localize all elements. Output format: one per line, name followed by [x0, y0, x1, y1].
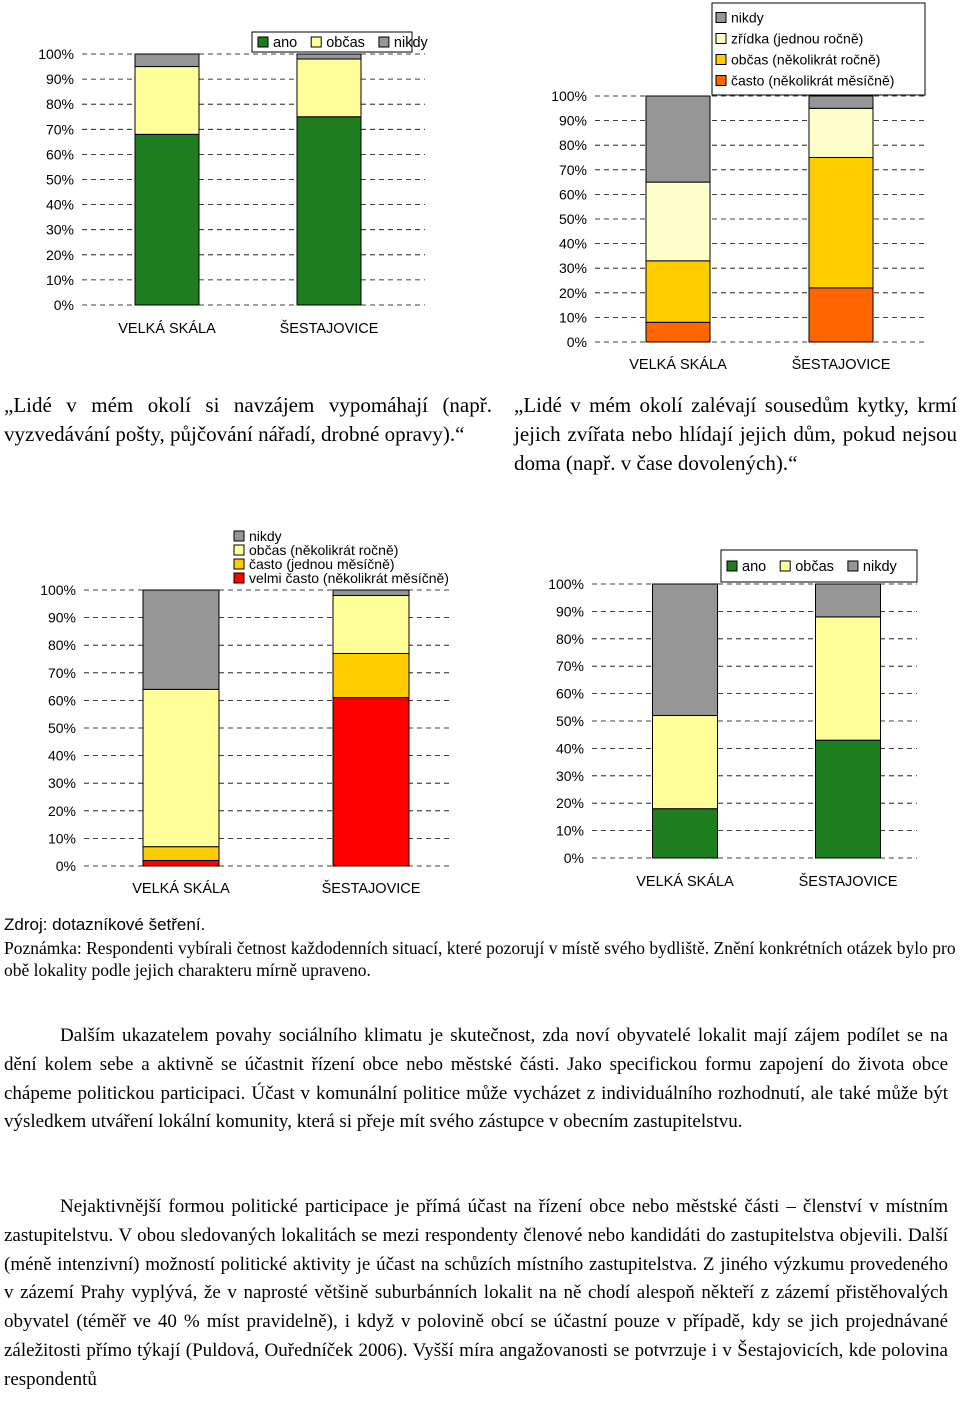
legend-swatch — [234, 559, 244, 569]
x-tick-label: VELKÁ SKÁLA — [132, 881, 230, 897]
legend-label: velmi často (několikrát měsíčně) — [249, 570, 449, 586]
bar-segment-nikdy — [135, 54, 199, 67]
x-tick-label: ŠESTAJOVICE — [321, 881, 421, 897]
legend-swatch — [716, 76, 726, 86]
bar-segment-obcas — [135, 67, 199, 135]
legend-label: ano — [273, 35, 298, 51]
caption-neighbour-care-text: „Lidé v mém okolí zalévají sousedům kytky, krmí jejich zvířata nebo hlídají jejich dům, pokud nejsou doma (např. v čase dovolených).“ — [514, 393, 957, 475]
y-axis — [40, 582, 76, 874]
y-tick-label: 100% — [548, 576, 584, 592]
legend-swatch — [234, 573, 244, 583]
y-tick-label: 0% — [55, 858, 76, 874]
y-tick-label: 30% — [558, 260, 587, 277]
legend-label: zřídka (jednou ročně) — [731, 30, 864, 47]
y-tick-label: 50% — [45, 171, 74, 188]
y-tick-label: 90% — [555, 603, 584, 620]
body-paragraph-1-text: Dalším ukazatelem povahy sociálního klimatu je skutečnost, zda noví obyvatelé lokalit mají zájem podílet se na dění kolem sebe a aktivně se účastnit řízení obce nebo městské části. Jako specifickou formu zapojení do života obce chápeme politickou participaci. Účast v komunální politice může vycházet z individuálního rozhodnutí, ale také může být výsledkem utváření lokální komunity, která si přeje mít svého zástupce v obecním zastupitelstvu. — [4, 1025, 948, 1133]
legend-swatch — [311, 37, 321, 47]
bar-segment-casto-nekolikrat-mesicne — [809, 288, 873, 342]
bar-segment-nikdy — [333, 590, 409, 596]
y-axis — [548, 576, 584, 866]
body-paragraph-1 — [4, 1022, 948, 1137]
legend-swatch — [716, 34, 726, 44]
y-tick-label: 50% — [47, 720, 76, 736]
legend-label: občas (několikrát ročně) — [731, 51, 881, 68]
legend-label: občas — [795, 559, 834, 575]
bar-segment-obcas-nekolikrat-rocne — [333, 596, 409, 654]
legend — [721, 550, 917, 582]
bar-segment-nikdy — [816, 584, 881, 617]
y-tick-label: 100% — [40, 582, 76, 598]
y-tick-label: 80% — [47, 637, 76, 654]
source-note: Zdroj: dotazníkové šetření. — [4, 915, 206, 934]
legend-swatch — [379, 37, 389, 47]
legend-swatch — [727, 561, 737, 571]
y-tick-label: 90% — [45, 71, 74, 88]
caption-neighbour-care — [514, 391, 957, 478]
bar-segment-nikdy — [297, 54, 361, 59]
chart-frequency-situations-svg — [0, 518, 480, 908]
gridlines — [82, 54, 425, 305]
bar-segment-zridka-jednou-rocne — [809, 108, 873, 157]
y-tick-label: 40% — [47, 747, 76, 764]
y-tick-label: 20% — [47, 802, 76, 819]
bar-segment-ano — [135, 134, 199, 305]
y-tick-label: 10% — [555, 822, 584, 839]
y-axis — [38, 46, 74, 313]
y-tick-label: 20% — [558, 284, 587, 301]
bar-segment-casto-nekolikrat-mesicne — [646, 322, 710, 342]
y-tick-label: 70% — [558, 161, 587, 178]
y-tick-label: 60% — [558, 186, 587, 203]
y-tick-label: 0% — [563, 850, 584, 866]
legend-swatch — [848, 561, 858, 571]
y-tick-label: 80% — [555, 630, 584, 647]
x-tick-label: VELKÁ SKÁLA — [118, 321, 216, 337]
y-tick-label: 70% — [45, 121, 74, 138]
y-tick-label: 60% — [555, 685, 584, 702]
chart-frequency-situations — [0, 518, 480, 908]
legend-label: občas (několikrát ročně) — [249, 542, 399, 558]
y-tick-label: 40% — [558, 235, 587, 252]
y-tick-label: 30% — [555, 767, 584, 784]
legend-label: nikdy — [249, 528, 282, 544]
chart-yes-sometimes-never-svg — [480, 530, 960, 900]
legend-label: občas — [326, 35, 365, 51]
legend-label: nikdy — [862, 559, 897, 575]
bar-segment-obcas — [653, 716, 718, 809]
y-tick-label: 100% — [38, 46, 74, 62]
y-tick-label: 80% — [45, 96, 74, 113]
y-tick-label: 40% — [555, 740, 584, 757]
gridlines — [595, 96, 925, 342]
y-tick-label: 50% — [558, 211, 587, 227]
y-tick-label: 20% — [45, 246, 74, 263]
bar-segment-obcas-nekolikrat-rocne — [646, 261, 710, 323]
legend-label: nikdy — [393, 35, 428, 51]
y-tick-label: 0% — [53, 297, 74, 313]
legend-label: často (několikrát měsíčně) — [731, 72, 895, 89]
y-tick-label: 60% — [47, 692, 76, 709]
caption-mutual-help — [4, 391, 492, 449]
y-tick-label: 70% — [555, 658, 584, 675]
remark-note: Poznámka: Respondenti vybírali četnost každodenních situací, které pozorují v místě svého bydliště. Znění konkrétních otázek bylo pro obě lokality podle jejich charakteru mírně upraveno. — [4, 937, 956, 980]
y-tick-label: 30% — [47, 775, 76, 792]
y-tick-label: 60% — [45, 146, 74, 163]
legend-swatch — [780, 561, 790, 571]
x-tick-label: VELKÁ SKÁLA — [629, 357, 727, 373]
bar-segment-nikdy — [653, 584, 718, 716]
figure-notes — [4, 914, 956, 982]
y-tick-label: 50% — [555, 713, 584, 729]
legend-swatch — [716, 13, 726, 23]
chart-neighbour-care — [480, 0, 960, 380]
chart-mutual-help-svg — [0, 0, 480, 345]
y-tick-label: 70% — [47, 664, 76, 681]
bar-segment-obcas-nekolikrat-rocne — [809, 158, 873, 288]
y-tick-label: 10% — [45, 271, 74, 288]
legend-label: ano — [742, 559, 767, 575]
y-tick-label: 90% — [47, 609, 76, 626]
bar-segment-ano — [653, 809, 718, 858]
bar-segment-casto-jednou-mesicne — [333, 653, 409, 697]
legend — [252, 32, 429, 52]
legend — [234, 528, 449, 586]
y-tick-label: 0% — [566, 334, 587, 350]
caption-mutual-help-text: „Lidé v mém okolí si navzájem vypomáhají (např. vyzvedávání pošty, půjčování nářadí, drobné opravy).“ — [4, 393, 492, 446]
bar-segment-casto-jednou-mesicne — [143, 847, 219, 861]
legend-swatch — [234, 531, 244, 541]
legend-label: nikdy — [731, 9, 764, 26]
chart-mutual-help — [0, 0, 480, 345]
bar-segment-ano — [297, 117, 361, 305]
body-paragraph-2-text: Nejaktivnější formou politické participace je přímá účast na řízení obce nebo městské části – členství v místním zastupitelstvu. V obou sledovaných lokalitách se mezi respondenty členové nebo kandidáti do zastupitelstva objevili. Další (méně intenzivní) možností politické aktivity je účast na schůzích místního zastupitelstva. Z jiného výzkumu provedeného v zázemí Prahy vyplývá, že v naprosté většině suburbánních lokalit na ně chodí alespoň někteří z zázemí přistěhovalých obyvatel (téměř ve 40 % míst pravidelně), i když v polovině obcí se účastní pouze v případě, kdy se jich projednávané záležitosti přímo týkají (Puldová, Ouředníček 2006). Vyšší míra angažovanosti se potvrzuje i v Šestajovicích, kde polovina respondentů — [4, 1196, 948, 1390]
legend-swatch — [716, 55, 726, 65]
bar-segment-velmi-casto-nekolikrat-mesicne — [143, 860, 219, 866]
y-tick-label: 30% — [45, 221, 74, 238]
x-tick-label: ŠESTAJOVICE — [798, 874, 898, 890]
y-axis — [551, 88, 587, 350]
body-paragraph-2 — [4, 1193, 948, 1395]
legend-swatch — [258, 37, 268, 47]
y-tick-label: 80% — [558, 137, 587, 154]
bar-segment-nikdy — [646, 96, 710, 182]
bar-segment-nikdy — [809, 96, 873, 108]
y-tick-label: 10% — [47, 830, 76, 847]
y-tick-label: 90% — [558, 112, 587, 129]
y-tick-label: 20% — [555, 795, 584, 812]
legend-label: často (jednou měsíčně) — [249, 556, 395, 572]
y-tick-label: 10% — [558, 309, 587, 326]
x-tick-label: VELKÁ SKÁLA — [636, 874, 734, 890]
bar-segment-obcas — [816, 617, 881, 740]
chart-yes-sometimes-never — [480, 530, 960, 900]
bar-segment-obcas — [297, 59, 361, 117]
legend-swatch — [234, 545, 244, 555]
y-tick-label: 40% — [45, 196, 74, 213]
x-tick-label: ŠESTAJOVICE — [791, 357, 891, 373]
chart-neighbour-care-svg — [480, 0, 960, 380]
bar-segment-nikdy — [143, 590, 219, 689]
legend — [712, 3, 925, 95]
y-tick-label: 100% — [551, 88, 587, 104]
x-tick-label: ŠESTAJOVICE — [279, 321, 379, 337]
bar-segment-velmi-casto-nekolikrat-mesicne — [333, 698, 409, 866]
bar-segment-ano — [816, 740, 881, 858]
bar-segment-zridka-jednou-rocne — [646, 182, 710, 261]
bar-segment-obcas-nekolikrat-rocne — [143, 689, 219, 846]
